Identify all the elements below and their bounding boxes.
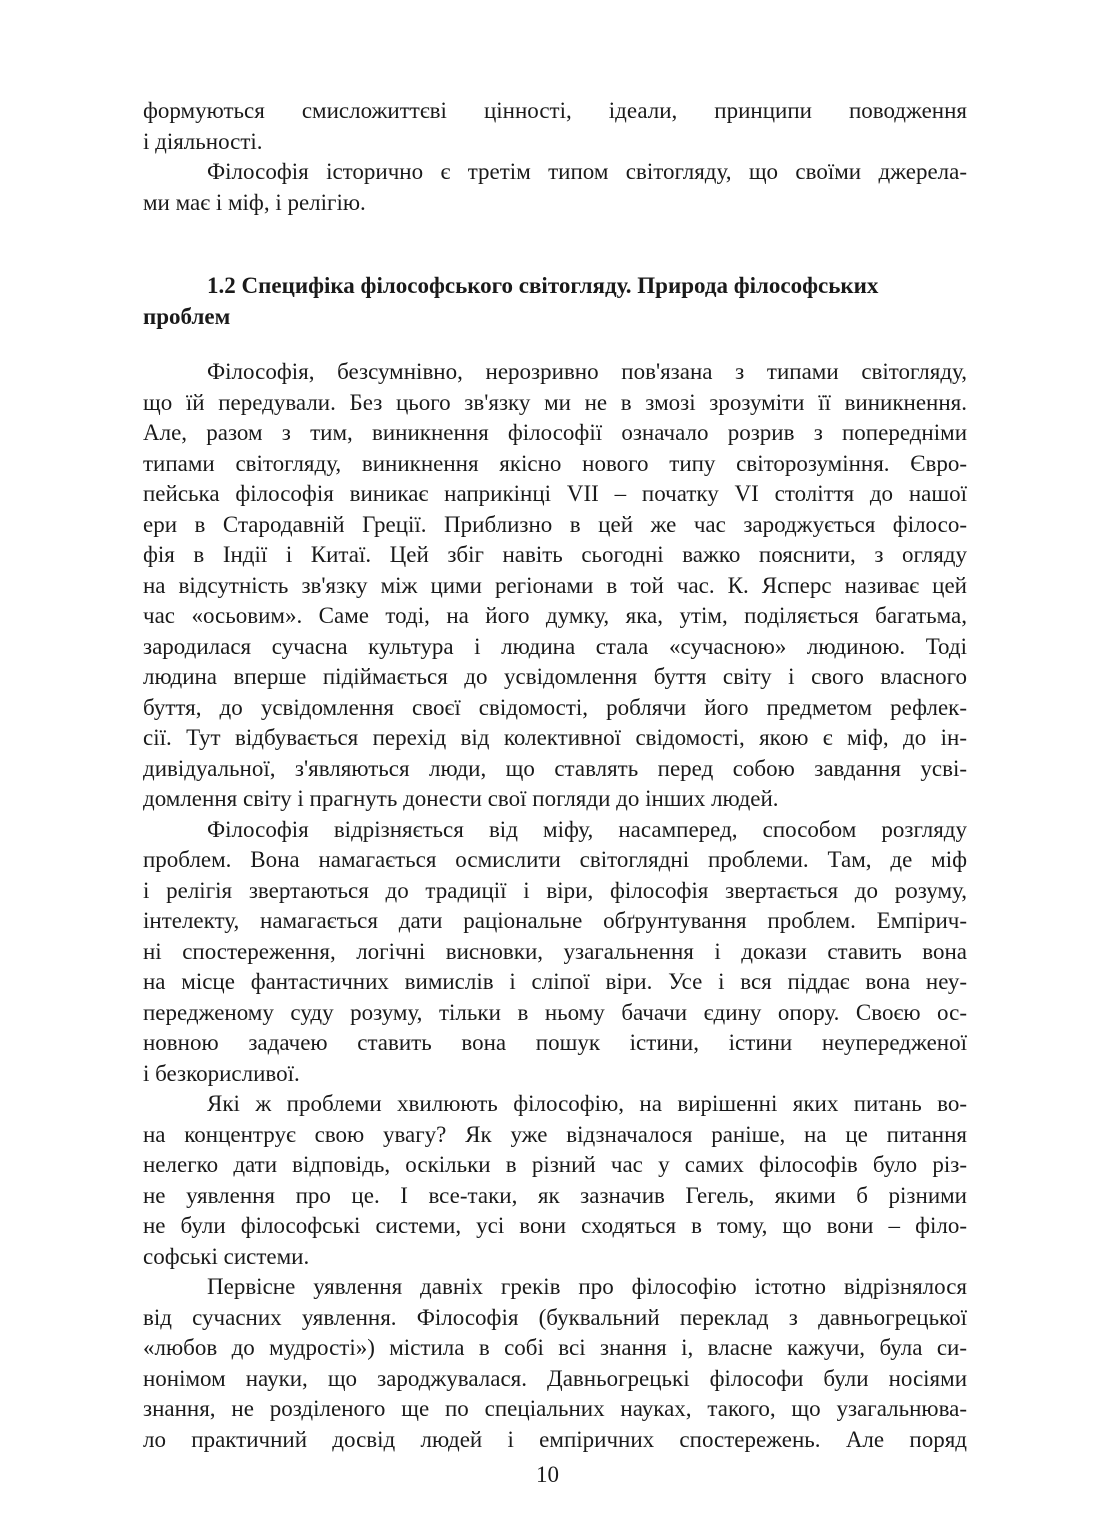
paragraph-5: [143, 1089, 967, 1272]
text-line: ло практичний досвід людей і емпіричних спостережень. Але поряд: [143, 1426, 967, 1452]
text-line: передженому суду розуму, тільки в ньому бачачи єдину опору. Своєю ос-: [143, 999, 967, 1025]
text-line: не уявлення про це. І все-таки, як зазначив Гегель, якими б різними: [143, 1182, 967, 1208]
text-line: на концентрує свою увагу? Як уже відзначалося раніше, на це питання: [143, 1121, 967, 1147]
paragraph-intro-2: [143, 157, 967, 218]
text-line: Філософія відрізняється від міфу, насамперед, способом розгляду: [207, 816, 967, 842]
paragraph-4: [143, 815, 967, 1090]
text-line: Первісне уявлення давніх греків про філософію істотно відрізнялося: [207, 1274, 967, 1299]
text-line: сії. Тут відбувається перехід від колективної свідомості, якою є міф, до ін-: [143, 725, 967, 750]
text-line: від сучасних уявлення. Філософія (буквальний переклад з давньогрецької: [143, 1304, 967, 1330]
section-heading: [143, 271, 967, 332]
text-line: новною задачею ставить вона пошук істини, істини неупередженої: [143, 1030, 967, 1055]
text-line: зародилася сучасна культура і людина стала «сучасною» людиною. Тоді: [143, 633, 967, 659]
text-line: що їй передували. Без цього зв'язку ми не в змозі зрозуміти її виникнення.: [143, 389, 967, 415]
text-line: ери в Стародавній Греції. Приблизно в цей же час зароджується філосо-: [143, 511, 967, 537]
heading-line: 1.2 Специфіка філософського світогляду. Природа філософських: [207, 273, 879, 298]
text-line: людина вперше підіймається до усвідомлення буття світу і свого власного: [143, 664, 967, 689]
text-line: софські системи.: [143, 1243, 310, 1269]
text-line: «любов до мудрості») містила в собі всі знання і, власне кажучи, була си-: [143, 1335, 967, 1360]
text-line: буття, до усвідомлення своєї свідомості, роблячи його предметом рефлек-: [143, 694, 967, 720]
text-line: Але, разом з тим, виникнення філософії означало розрив з попередніми: [143, 420, 967, 445]
text-line: нонімом науки, що зароджувалася. Давньогрецькі філософи були носіями: [143, 1365, 967, 1391]
text-line: дивідуальної, з'являються люди, що ставлять перед собою завдання усві-: [143, 755, 967, 781]
text-line: Філософія, безсумнівно, нерозривно пов'язана з типами світогляду,: [207, 359, 967, 384]
paragraph-intro-1: [143, 96, 967, 157]
text-line: домлення світу і прагнуть донести свої погляди до інших людей.: [143, 786, 779, 811]
text-line: типами світогляду, виникнення якісно нового типу світорозуміння. Євро-: [143, 450, 967, 476]
text-line: фія в Індії і Китаї. Цей збіг навіть сьогодні важко пояснити, з огляду: [143, 542, 967, 567]
text-line: час «осьовим». Саме тоді, на його думку, яка, утім, поділяється багатьма,: [143, 603, 967, 628]
heading-line: проблем: [143, 303, 231, 329]
text-line: і діяльності.: [143, 128, 263, 154]
text-line: знання, не розділеного ще по спеціальних науках, такого, що узагальнюва-: [143, 1396, 967, 1421]
text-line: ми має і міф, і релігію.: [143, 189, 366, 215]
text-line: формуються смисложиттєві цінності, ідеали, принципи поводження: [143, 98, 967, 123]
text-line: не були філософські системи, усі вони сходяться в тому, що вони – філо-: [143, 1213, 967, 1238]
text-line: проблем. Вона намагається осмислити світоглядні проблеми. Там, де міф: [143, 847, 967, 872]
paragraph-6: [143, 1272, 967, 1455]
text-line: на відсутність зв'язку між цими регіонами в той час. К. Ясперс називає цей: [143, 572, 967, 598]
paragraph-3: [143, 357, 967, 815]
text-line: на місце фантастичних вимислів і сліпої віри. Усе і вся піддає вона неу-: [143, 969, 967, 994]
text-line: нелегко дати відповідь, оскільки в різний час у самих філософів було різ-: [143, 1152, 967, 1177]
text-line: і релігія звертаються до традиції і віри, філософія звертається до розуму,: [143, 877, 967, 903]
text-line: пейська філософія виникає наприкінці VII – початку VI століття до нашої: [143, 481, 967, 506]
text-line: Які ж проблеми хвилюють філософію, на вирішенні яких питань во-: [207, 1091, 967, 1116]
text-line: ні спостереження, логічні висновки, узагальнення і докази ставить вона: [143, 938, 967, 964]
text-line: інтелекту, намагається дати раціональне обґрунтування проблем. Емпірич-: [143, 908, 967, 933]
page-number: 10: [536, 1462, 559, 1487]
text-line: Філософія історично є третім типом світогляду, що своїми джерела-: [207, 159, 967, 184]
page-content: [143, 96, 967, 1455]
text-line: і безкорисливої.: [143, 1060, 300, 1086]
